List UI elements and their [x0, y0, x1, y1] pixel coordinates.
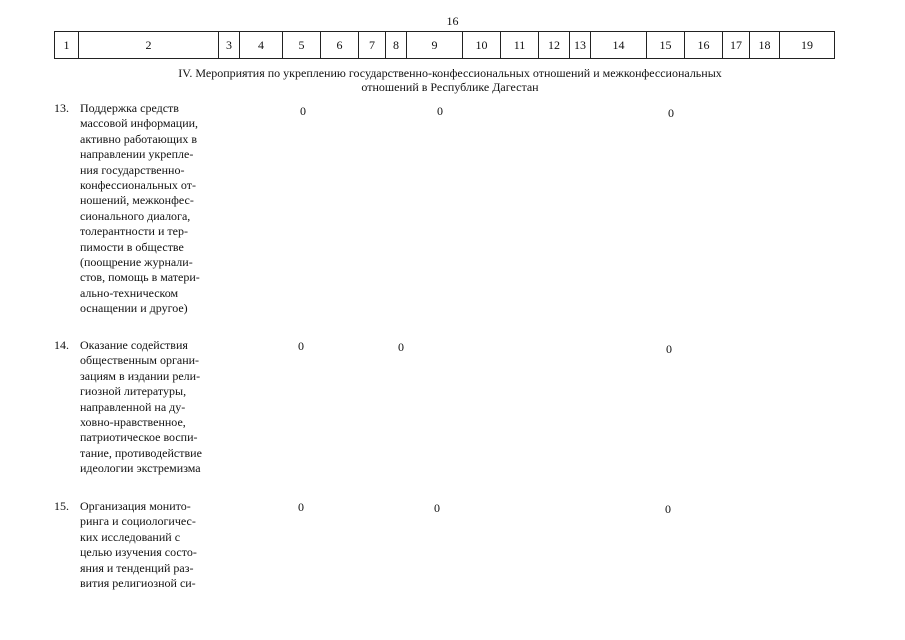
- row-number: 13.: [54, 101, 69, 115]
- column-number-cell: 17: [723, 32, 750, 59]
- column-number-cell: 16: [685, 32, 723, 59]
- value-cell: 0: [666, 342, 672, 356]
- column-number-cell: 9: [407, 32, 463, 59]
- section-title: IV. Мероприятия по укреплению государственно-конфессиональных отношений и межконфессиональных отношений в Республике Дагестан: [178, 66, 722, 94]
- column-number-cell: 8: [386, 32, 407, 59]
- page-number: 16: [446, 14, 459, 28]
- column-number-cell: 10: [463, 32, 501, 59]
- column-header-table: [54, 31, 835, 59]
- column-number-cell: 6: [321, 32, 359, 59]
- column-number-cell: 18: [750, 32, 780, 59]
- value-cell: 0: [298, 339, 304, 353]
- column-number-row: [55, 32, 835, 59]
- column-number-cell: 15: [647, 32, 685, 59]
- column-number-cell: 1: [55, 32, 79, 59]
- column-number-cell: 3: [219, 32, 240, 59]
- value-cell: 0: [300, 104, 306, 118]
- column-number-cell: 2: [79, 32, 219, 59]
- column-number-cell: 11: [501, 32, 539, 59]
- row-number: 15.: [54, 499, 69, 513]
- column-number-cell: 14: [591, 32, 647, 59]
- column-number-cell: 12: [539, 32, 570, 59]
- column-number-cell: 5: [283, 32, 321, 59]
- column-number-cell: 4: [240, 32, 283, 59]
- value-cell: 0: [434, 501, 440, 515]
- value-cell: 0: [398, 340, 404, 354]
- row-number: 14.: [54, 338, 69, 352]
- column-number-cell: 13: [570, 32, 591, 59]
- row-description: Поддержка средств массовой информации, активно работающих в направлении укрепле- ния государственно- конфессиональных от- ношений, межконфес- сионального диалога, толерантности и тер- пимости в обществе (поощрение журнали- стов, помощь в матери- ально-техническом оснащении и другое): [80, 101, 200, 316]
- column-number-cell: 19: [780, 32, 835, 59]
- value-cell: 0: [668, 106, 674, 120]
- row-description: Организация монито- ринга и социологичес- ких исследований с целью изучения состо- яния и тенденций раз- вития религиозной си-: [80, 499, 197, 591]
- value-cell: 0: [298, 500, 304, 514]
- row-description: Оказание содействия общественным органи- зациям в издании рели- гиозной литературы, направленной на ду- ховно-нравственное, патриотическое воспи- тание, противодействие идеологии экстремизма: [80, 338, 202, 476]
- value-cell: 0: [665, 502, 671, 516]
- value-cell: 0: [437, 104, 443, 118]
- column-number-cell: 7: [359, 32, 386, 59]
